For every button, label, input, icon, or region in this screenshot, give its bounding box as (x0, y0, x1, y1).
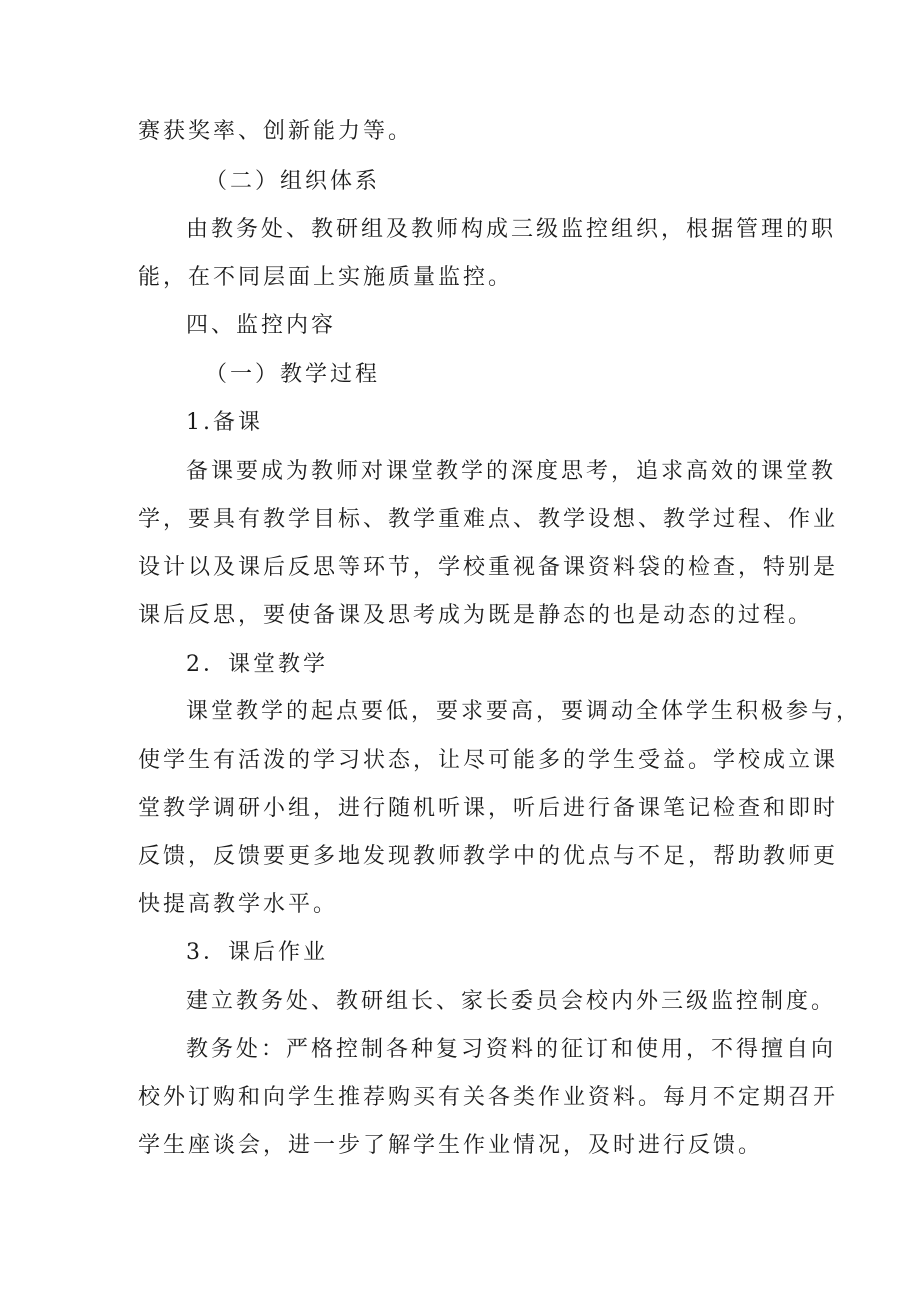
paragraph-line: 课后反思，要使备课及思考成为既是静态的也是动态的过程。 (138, 603, 814, 628)
subheading-homework: 3．课后作业 (186, 940, 328, 965)
paragraph-line: 课堂教学的起点要低，要求要高，要调动全体学生积极参与， (186, 699, 862, 724)
paragraph-line: 学生座谈会，进一步了解学生作业情况，及时进行反馈。 (138, 1133, 764, 1158)
subheading-lesson-prep: 1.备课 (186, 410, 263, 435)
paragraph-line: 反馈，反馈要更多地发现教师教学中的优点与不足，帮助教师更 (138, 844, 839, 869)
paragraph-line: 设计以及课后反思等环节，学校重视备课资料袋的检查，特别是 (138, 555, 839, 580)
subheading-classroom-teaching: 2．课堂教学 (186, 652, 328, 677)
paragraph-line: 使学生有活泼的学习状态，让尽可能多的学生受益。学校成立课 (138, 748, 839, 773)
paragraph-line: 校外订购和向学生推荐购买有关各类作业资料。每月不定期召开 (138, 1085, 839, 1110)
paragraph-line: 教务处：严格控制各种复习资料的征订和使用，不得擅自向 (186, 1037, 837, 1062)
paragraph-line: 备课要成为教师对课堂教学的深度思考，追求高效的课堂教 (186, 459, 837, 484)
paragraph-line: 堂教学调研小组，进行随机听课，听后进行备课笔记检查和即时 (138, 796, 839, 821)
paragraph-line: 学，要具有教学目标、教学重难点、教学设想、教学过程、作业 (138, 507, 839, 532)
paragraph-line: 能，在不同层面上实施质量监控。 (138, 265, 514, 290)
paragraph-line: 快提高教学水平。 (138, 892, 339, 917)
paragraph-line: 由教务处、教研组及教师构成三级监控组织，根据管理的职 (186, 217, 837, 242)
paragraph-line: 赛获奖率、创新能力等。 (138, 119, 414, 144)
paragraph-line: 建立教务处、教研组长、家长委员会校内外三级监控制度。 (186, 989, 837, 1014)
section-heading-organization: （二）组织体系 (205, 169, 381, 194)
section-heading-teaching-process: （一）教学过程 (205, 362, 381, 387)
section-heading-monitoring-content: 四、监控内容 (186, 313, 337, 338)
